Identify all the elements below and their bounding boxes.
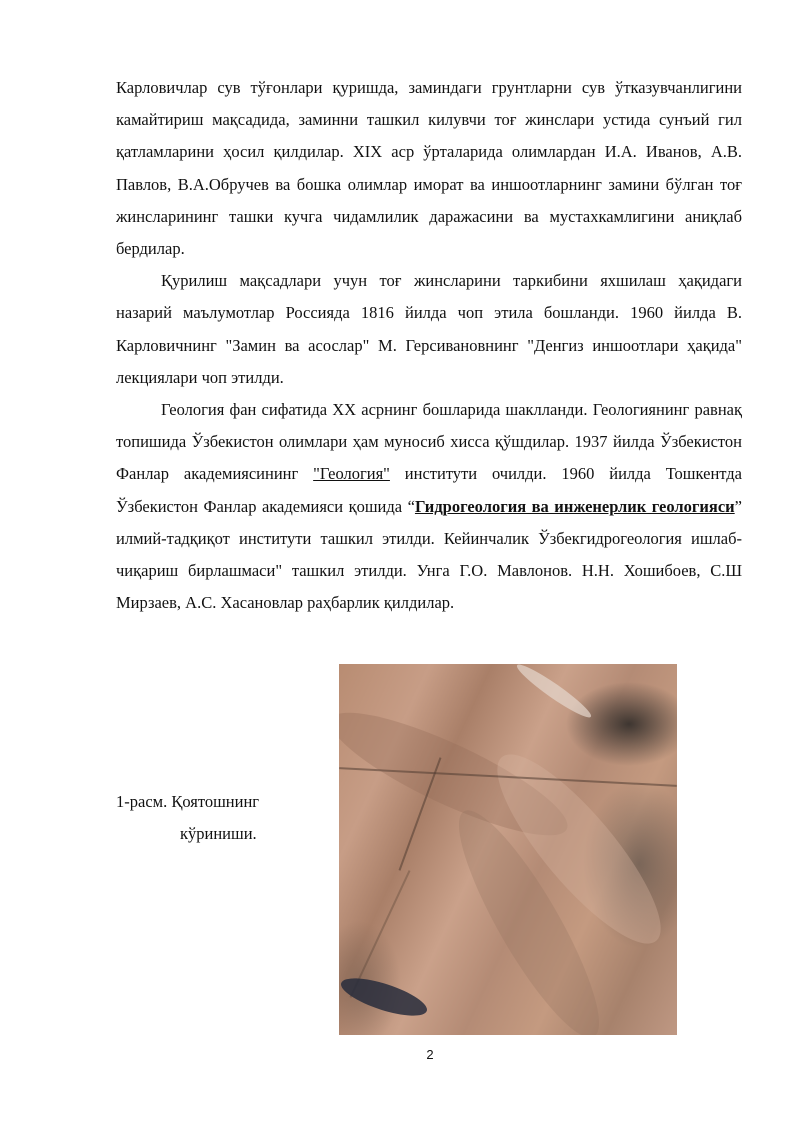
caption-line-1: 1-расм. Қоятошнинг <box>116 792 260 811</box>
rock-highlight <box>513 664 595 723</box>
figure-caption <box>116 786 316 850</box>
paragraph-3-part-c: ” илмий-тадқиқот институти ташкил этилди. Кейинчалик Ўзбекгидрогеология ишлаб-чиқариш бирлашмаси" ташкил этилди. Унга Г.О. Мавлонов. Н.Н. Хошибоев, С.Ш Мирзаев, А.С. Хасановлар раҳбарлик қилдилар. <box>116 496 742 613</box>
geology-institute-link[interactable]: "Геология" <box>313 464 390 484</box>
paragraph-3 <box>116 394 742 619</box>
page-number: 2 <box>426 1047 434 1062</box>
rock-shadow <box>339 971 431 1024</box>
paragraph-1: Карловичлар сув тўғонлари қуришда, заминдаги грунтларни сув ўтказувчанлигини камайтириш мақсадида, заминни ташкил килувчи тоғ жинслари устида сунъий гил қатламларини ҳосил қилдилар. XIX асp ўрталарида олимлардан И.А. Иванов, А.В. Павлов, В.А.Обручев ва бошка олимлар иморат ва иншоотларнинг замини бўлган тоғ жинсларининг ташки кучга чидамлилик даражасини ва мустахкамлигини аниқлаб бердилар. <box>116 78 742 259</box>
hydrogeology-institute-link[interactable]: Гидрогеология ва инженерлик геологияси <box>414 496 735 516</box>
body-text <box>116 72 742 619</box>
caption-line-2: кўриниши. <box>180 824 257 843</box>
paragraph-3-part-b: институти очилди. 1960 йилда Тошкентда Ўзбекистон Фанлар академияси қошида “ <box>116 464 742 516</box>
rock-photo <box>339 664 677 1035</box>
paragraph-2: Қурилиш мақсадлари учун тоғ жинсларини таркибини яхшилаш ҳақидаги назарий маълумотлар Россияда 1816 йилда чоп этила бошланди. 1960 йилда В. Карловичнинг "Замин ва асослар" М. Герсивановнинг "Денгиз иншоотлари ҳақида" лекциялари чоп этилди. <box>116 271 742 387</box>
paragraph-3-part-a: Геология фан сифатида XX асрнинг бошларида шаклланди. Геологиянинг равнақ топишида Ўзбекистон олимлари ҳам муносиб хисса қўшдилар. 1937 йилда Ўзбекистон Фанлар академиясининг <box>116 400 742 484</box>
